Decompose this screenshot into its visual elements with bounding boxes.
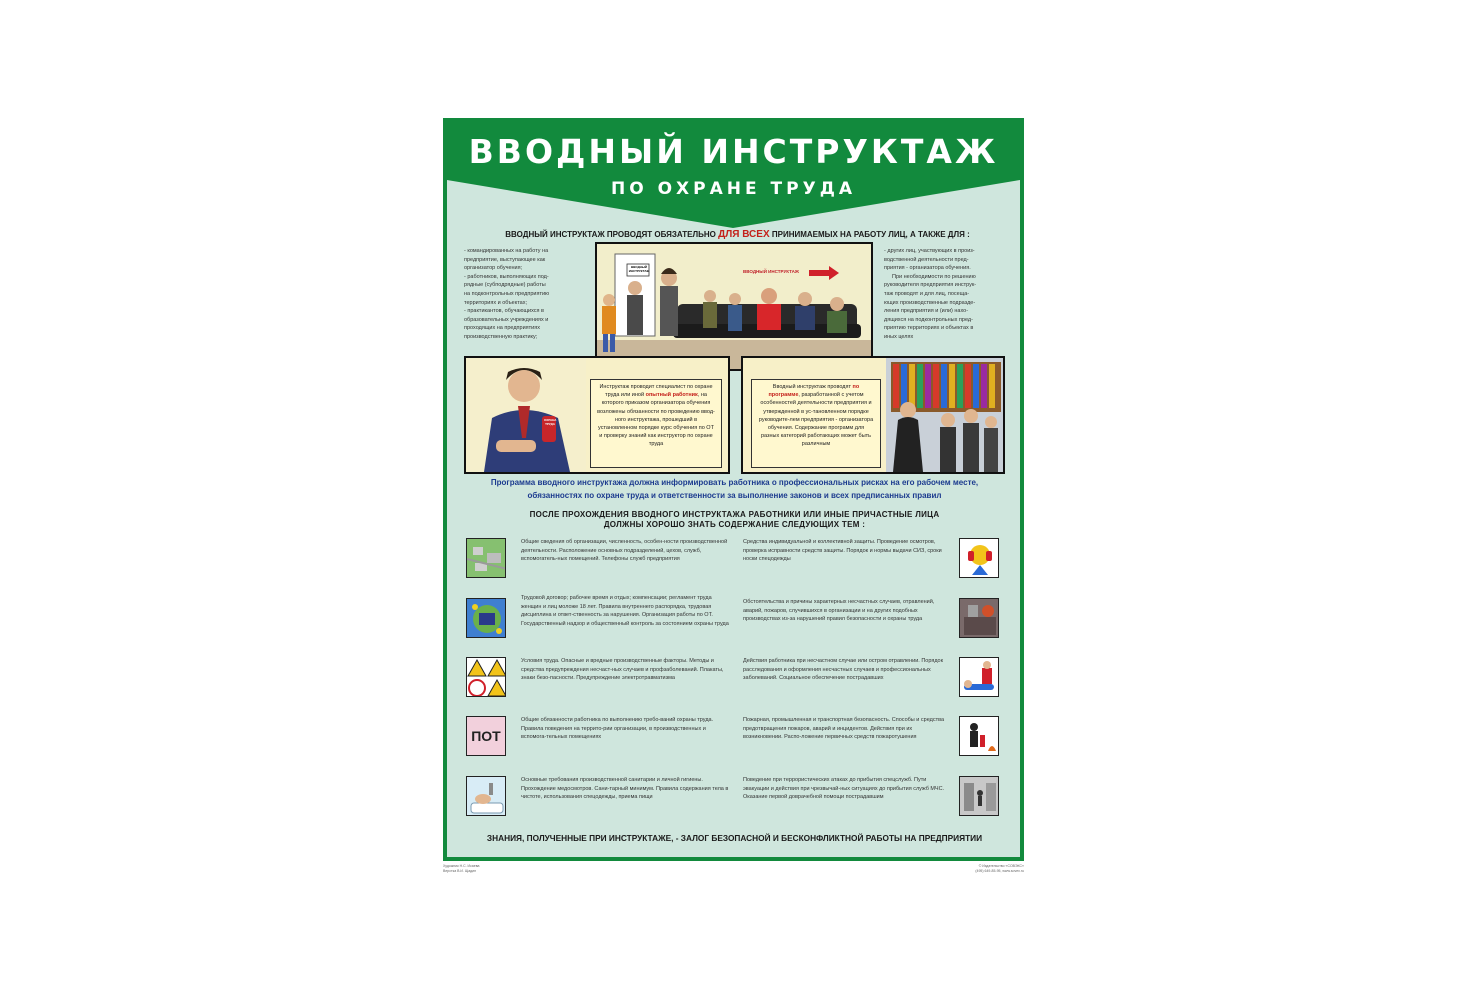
left-line: рядные (субподрядные) работы <box>464 282 546 289</box>
pot-icon-label: ПОТ <box>471 728 501 744</box>
right-line: приятию территориях и объектах в <box>884 325 974 332</box>
program-line: Программа вводного инструктажа должна информировать работника о профессиональных рисках на его рабочем месте, <box>490 478 979 487</box>
right-line: ющих производственные подразде- <box>884 299 976 306</box>
program-text-2: , разработанной с учетом особенностей деятельности предприятия и утвержденной в ус-тановленном порядке руководите-лем предприятия - организатора обучения. Содержание программ для разных категорий работающих может быть различным <box>758 392 874 448</box>
topic-left-2: Трудовой договор; рабочее время и отдых; компенсации; регламент труда женщин и лиц моложе 18 лет. Правила внутреннего распорядка, трудовая дисциплина и ответ-ственность за нарушения. Организация работы по ОТ. Государственный надзор и общественный контроль за состоянием охраны труда <box>521 595 729 627</box>
program-text-1: Вводный инструктаж проводят <box>772 384 851 390</box>
door-sign-text: ВВОДНЫЙ ИНСТРУКТАЖ <box>628 265 650 273</box>
accident-scene-icon <box>959 598 999 638</box>
waiting-room-drawing <box>597 244 871 369</box>
intro-highlight: ДЛЯ ВСЕХ <box>718 229 770 240</box>
right-line: иных целях <box>884 333 914 340</box>
right-line: - других лиц, участвующих в произ- <box>884 248 975 254</box>
pot-icon <box>466 716 506 756</box>
intro-prefix: ВВОДНЫЙ ИНСТРУКТАЖ ПРОВОДЯТ ОБЯЗАТЕЛЬНО <box>505 230 716 239</box>
right-line: таж проводят и для лиц, посеща- <box>884 290 970 297</box>
hand-washing-icon <box>466 776 506 816</box>
instructor-info-box <box>590 379 722 468</box>
topic-right-4: Пожарная, промышленная и транспортная безопасность. Способы и средства предотвращения пожаров, аварий и инцидентов. Действия при их возникновении. Распо-ложение первичных средств пожаротушения <box>743 717 945 741</box>
topic-right-2: Обстоятельства и причины характерных несчастных случаев, отравлений, аварий, пожаров, случившихся в организации и на других подобных производствах из-за нарушений правил безопасности и охраны труда <box>743 599 935 623</box>
fire-safety-icon <box>959 716 999 756</box>
evacuation-icon <box>959 776 999 816</box>
right-line: дящихся на подконтрольных пред- <box>884 316 973 323</box>
poster-title: ВВОДНЫЙ ИНСТРУКТАЖ <box>468 132 999 171</box>
program-info-box <box>751 379 881 468</box>
poster-subtitle: ПО ОХРАНЕ ТРУДА <box>611 179 856 199</box>
intro-line <box>460 229 1015 240</box>
topic-right-3: Действия работника при несчастном случае или остром отравлении. Порядок расследования и оформления несчастных случаев и профессиональных заболеваний. Социальное обеспечение пострадавших <box>743 658 943 682</box>
program-statement <box>458 476 1011 502</box>
left-line: предприятие, выступающее как <box>464 256 546 263</box>
topic-right-1: Средства индивидуальной и коллективной защиты. Проведение осмотров, проверка исправности средств защиты. Порядок и нормы выдачи СИЗ, сроки носки спецодежды <box>743 539 942 563</box>
labor-code-icon <box>466 598 506 638</box>
footer-slogan: ЗНАНИЯ, ПОЛУЧЕННЫЕ ПРИ ИНСТРУКТАЖЕ, - ЗАЛОГ БЕЗОПАСНОЙ И БЕСКОНФЛИКТНОЙ РАБОТЫ НА ПРЕДПРИЯТИИ <box>486 833 983 843</box>
left-column-text <box>464 247 589 342</box>
right-line: руководителя предприятия инструк- <box>884 282 977 289</box>
left-line: образовательных учреждениях и <box>464 316 549 323</box>
right-line: водственной деятельности пред- <box>884 256 969 263</box>
first-aid-icon <box>959 657 999 697</box>
left-line: на подконтрольных предприятию <box>464 290 550 297</box>
left-line: проходящих на предприятиях <box>464 325 540 332</box>
left-line: организатор обучения; <box>464 265 523 272</box>
topic-left-4: Общие обязанности работника по выполнению требо-ваний охраны труда. Правила поведения на террито-рии организации, в производственных и вспомога-тельных помещениях <box>521 717 714 741</box>
credits-left <box>443 864 479 874</box>
left-line: - командированных на работу на <box>464 248 549 254</box>
topics-heading-line: ПОСЛЕ ПРОХОЖДЕНИЯ ВВОДНОГО ИНСТРУКТАЖА РАБОТНИКИ ИЛИ ИНЫЕ ПРИЧАСТНЫЕ ЛИЦА <box>529 510 940 519</box>
credit-line: © Издательство «СОВЭКС» <box>978 864 1024 868</box>
left-line: - практикантов, обучающихся в <box>464 308 544 315</box>
topics-heading-line: ДОЛЖНЫ ХОРОШО ЗНАТЬ СОДЕРЖАНИЕ СЛЕДУЮЩИХ ТЕМ : <box>603 519 866 529</box>
credit-line: (495) 649-85-95, www.sovex.ru <box>975 869 1024 873</box>
hazard-signs-icon <box>466 657 506 697</box>
header-text-area <box>447 122 1020 232</box>
left-line: территориях и объектах; <box>464 299 527 306</box>
credit-line: Художник Н.С. Исаева <box>443 864 480 868</box>
right-line: приятия - организатора обучения. <box>884 265 971 272</box>
program-line: обязанностях по охране труда и ответственности за выполнение законов и всех предписанных правил <box>527 491 942 500</box>
right-line: ления предприятия и (или) нахо- <box>884 308 969 315</box>
right-column-text <box>884 247 1012 342</box>
left-line: производственную практику; <box>464 333 538 340</box>
credit-line: Верстка В.И. Щадин <box>443 869 477 873</box>
right-line: При необходимости по решению <box>892 273 976 280</box>
credits-right <box>960 864 1024 874</box>
left-line: - работников, выполняющих под- <box>464 273 549 280</box>
topic-left-5: Основные требования производственной санитарии и личной гигиены. Прохождение медосмотров. Сани-тарный минимум. Правила содержания тела в чистоте, использования спецодежды, приема пищи <box>521 777 729 801</box>
factory-aerial-icon <box>466 538 506 578</box>
armband-text: ОХРАНА ТРУДА <box>544 418 557 426</box>
topics-heading <box>458 510 1011 529</box>
protective-equipment-icon <box>959 538 999 578</box>
topic-left-3: Условия труда. Опасные и вредные производственные факторы. Методы и средства предупреждения несчаст-ных случаев и профзаболеваний. Плакаты, знаки безо-пасности. Предупреждение электротравматизма <box>521 658 724 682</box>
instructor-highlight: опытный работник <box>645 392 698 399</box>
intro-suffix: ПРИНИМАЕМЫХ НА РАБОТУ ЛИЦ, А ТАКЖЕ ДЛЯ : <box>771 230 970 239</box>
topic-right-5: Поведение при террористических атаках до прибытия спецслужб. Пути эвакуации и действия при чрезвычай-ных ситуациях до прибытия служб МЧС. Оказание первой доврачебной помощи пострадавшим <box>743 777 945 801</box>
arrow-label: ВВОДНЫЙ ИНСТРУКТАЖ <box>743 269 799 274</box>
program-highlight: по программе <box>768 384 860 399</box>
instructor-text-2: , на которого приказом организатора обучения возложены обязанности по проведению ввод-ного инструктажа, прошедший в установленном порядке курс обучения по ОТ и проверку знаний как инструктор по охране труда <box>597 392 715 448</box>
topic-left-1: Общие сведения об организации, численность, особен-ности производственной деятельности. Расположение основных подразделений, цехов, служб, вспомогатель-ных помещений. Телефоны служб предприятия <box>521 539 728 563</box>
instructor-text-1: Инструктаж проводит специалист по охране труда или иной <box>599 384 713 399</box>
waiting-room-illustration <box>595 242 873 371</box>
